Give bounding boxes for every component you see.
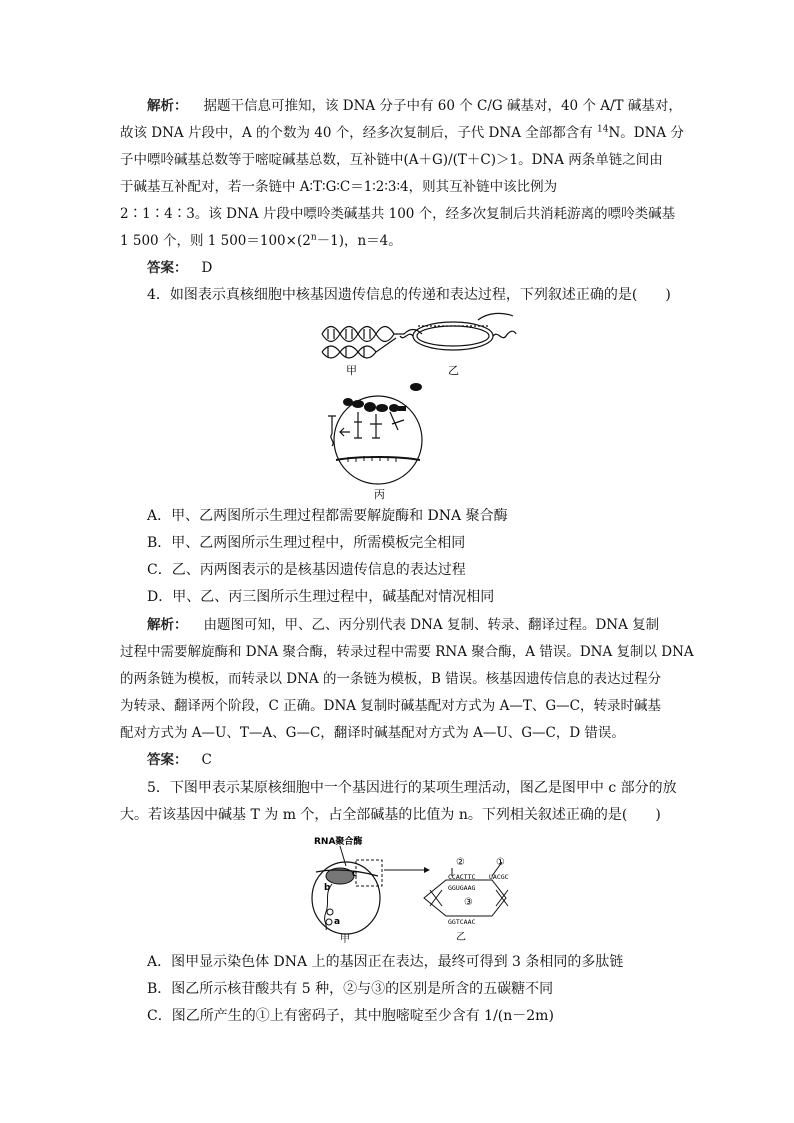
question-4-analysis-line-4: 为转录、翻译两个阶段，C 正确。DNA 复制时碱基配对方式为 A—T、G—C，转录时碱基 bbox=[120, 698, 661, 714]
question-4-stem: 4．如图表示真核细胞中核基因遗传信息的传递和表达过程，下列叙述正确的是( ) bbox=[147, 287, 671, 303]
sequence-2: GGUGAAG bbox=[448, 884, 476, 892]
analysis-line-5: 2∶1∶4∶3。该 DNA 片段中嘌呤类碱基共 100 个，经多次复制后共消耗游离的嘌呤类碱基 bbox=[120, 206, 676, 222]
sequence-4: GGTCAAC bbox=[448, 918, 476, 926]
answer-label: 答案： bbox=[147, 260, 188, 276]
label-b: b bbox=[324, 883, 331, 893]
transcription-diagram bbox=[400, 313, 516, 350]
question-5-option-b: B．图乙所示核苷酸共有 5 种，②与③的区别是所含的五碳糖不同 bbox=[147, 981, 554, 997]
question-4-option-d: D．甲、乙、丙三图所示生理过程中，碱基配对情况相同 bbox=[147, 589, 495, 605]
rna-polymerase-label: RNA聚合酶 bbox=[314, 837, 363, 847]
answer-line-1 bbox=[147, 259, 702, 277]
analysis-text: 据题干信息可推知，该 DNA 分子中有 60 个 C/G 碱基对，40 个 A/T 碱基对， bbox=[203, 98, 682, 114]
analysis-label: 解析： bbox=[147, 617, 188, 633]
analysis-line-4: 于碱基互补配对，若一条链中 A∶T∶G∶C＝1∶2∶3∶4，则其互补链中该比例为 bbox=[120, 179, 558, 195]
label-1: ① bbox=[496, 857, 505, 868]
fig-label-yi: 乙 bbox=[456, 932, 466, 943]
question-4-analysis-line-3: 的两条链为模板，而转录以 DNA 的一条链为模板，B 错误。核基因遗传信息的表达过程分 bbox=[120, 671, 662, 687]
analysis-line-1 bbox=[147, 97, 702, 115]
question-5-stem-1: 5．下图甲表示某原核细胞中一个基因进行的某项生理活动，图乙是图甲中 c 部分的放 bbox=[147, 780, 677, 796]
fig-label-bing: 丙 bbox=[374, 488, 385, 501]
answer-label: 答案： bbox=[147, 752, 188, 768]
analysis-line-3: 子中嘌呤碱基总数等于嘧啶碱基总数，互补链中(A＋G)/(T＋C)＞1。DNA 两条单链之间由 bbox=[120, 152, 663, 168]
question-5-option-c: C．图乙所产生的①上有密码子，其中胞嘧啶至少含有 1/(n－2m) bbox=[147, 1008, 554, 1024]
question-4-option-a: A．甲、乙两图所示生理过程都需要解旋酶和 DNA 聚合酶 bbox=[147, 508, 508, 524]
question-5-figure bbox=[296, 832, 526, 944]
translation-diagram bbox=[328, 383, 422, 501]
question-4-figure bbox=[318, 312, 518, 502]
question-5-option-a: A．图甲显示染色体 DNA 上的基因正在表达，最终可得到 3 条相同的多肽链 bbox=[147, 954, 624, 970]
superscript: n bbox=[310, 232, 317, 243]
analysis-text: N。DNA 分 bbox=[608, 125, 684, 141]
question-4-option-c: C．乙、丙两图表示的是核基因遗传信息的表达过程 bbox=[147, 562, 466, 578]
sequence-3: UACGC bbox=[489, 873, 509, 881]
analysis-text: 由题图可知，甲、乙、丙分别代表 DNA 复制、转录、翻译过程。DNA 复制 bbox=[203, 617, 660, 633]
analysis-label: 解析： bbox=[147, 98, 188, 114]
question-4-analysis-line-5: 配对方式为 A—U、T—A、G—C，翻译时碱基配对方式为 A—U、G—C，D 错误。 bbox=[120, 725, 625, 741]
analysis-line-2 bbox=[120, 124, 684, 142]
label-c: c bbox=[352, 869, 358, 879]
answer-value: D bbox=[201, 260, 213, 276]
analysis-text: 1 500 个，则 1 500＝100×(2 bbox=[120, 233, 311, 249]
fig-label-jia: 甲 bbox=[346, 364, 357, 377]
label-3: ③ bbox=[464, 897, 473, 908]
question-5-stem-2: 大。若该基因中碱基 T 为 m 个，占全部碱基的比值为 n。下列相关叙述正确的是( ) bbox=[120, 807, 661, 823]
label-a: a bbox=[334, 917, 341, 927]
analysis-line-6 bbox=[120, 232, 675, 250]
sequence-1: CCACTTC bbox=[448, 873, 476, 881]
answer-value: C bbox=[201, 752, 212, 768]
answer-line-2 bbox=[147, 751, 702, 769]
superscript: 14 bbox=[597, 124, 609, 135]
fig-label-yi: 乙 bbox=[448, 364, 459, 377]
analysis-text: －1)，n＝4。 bbox=[316, 233, 402, 249]
label-2: ② bbox=[456, 857, 465, 868]
dna-replication-diagram bbox=[322, 327, 422, 359]
analysis-text: 故该 DNA 片段中，A 的个数为 40 个，经多次复制后，子代 DNA 全部都含有 bbox=[120, 125, 598, 141]
fig-label-jia: 甲 bbox=[340, 934, 350, 945]
question-4-analysis-line-1 bbox=[147, 616, 677, 634]
question-4-analysis-line-2: 过程中需要解旋酶和 DNA 聚合酶，转录过程中需要 RNA 聚合酶，A 错误。DNA 复制以 DNA bbox=[120, 644, 694, 660]
question-4-option-b: B．甲、乙两图所示生理过程中，所需模板完全相同 bbox=[147, 535, 466, 551]
